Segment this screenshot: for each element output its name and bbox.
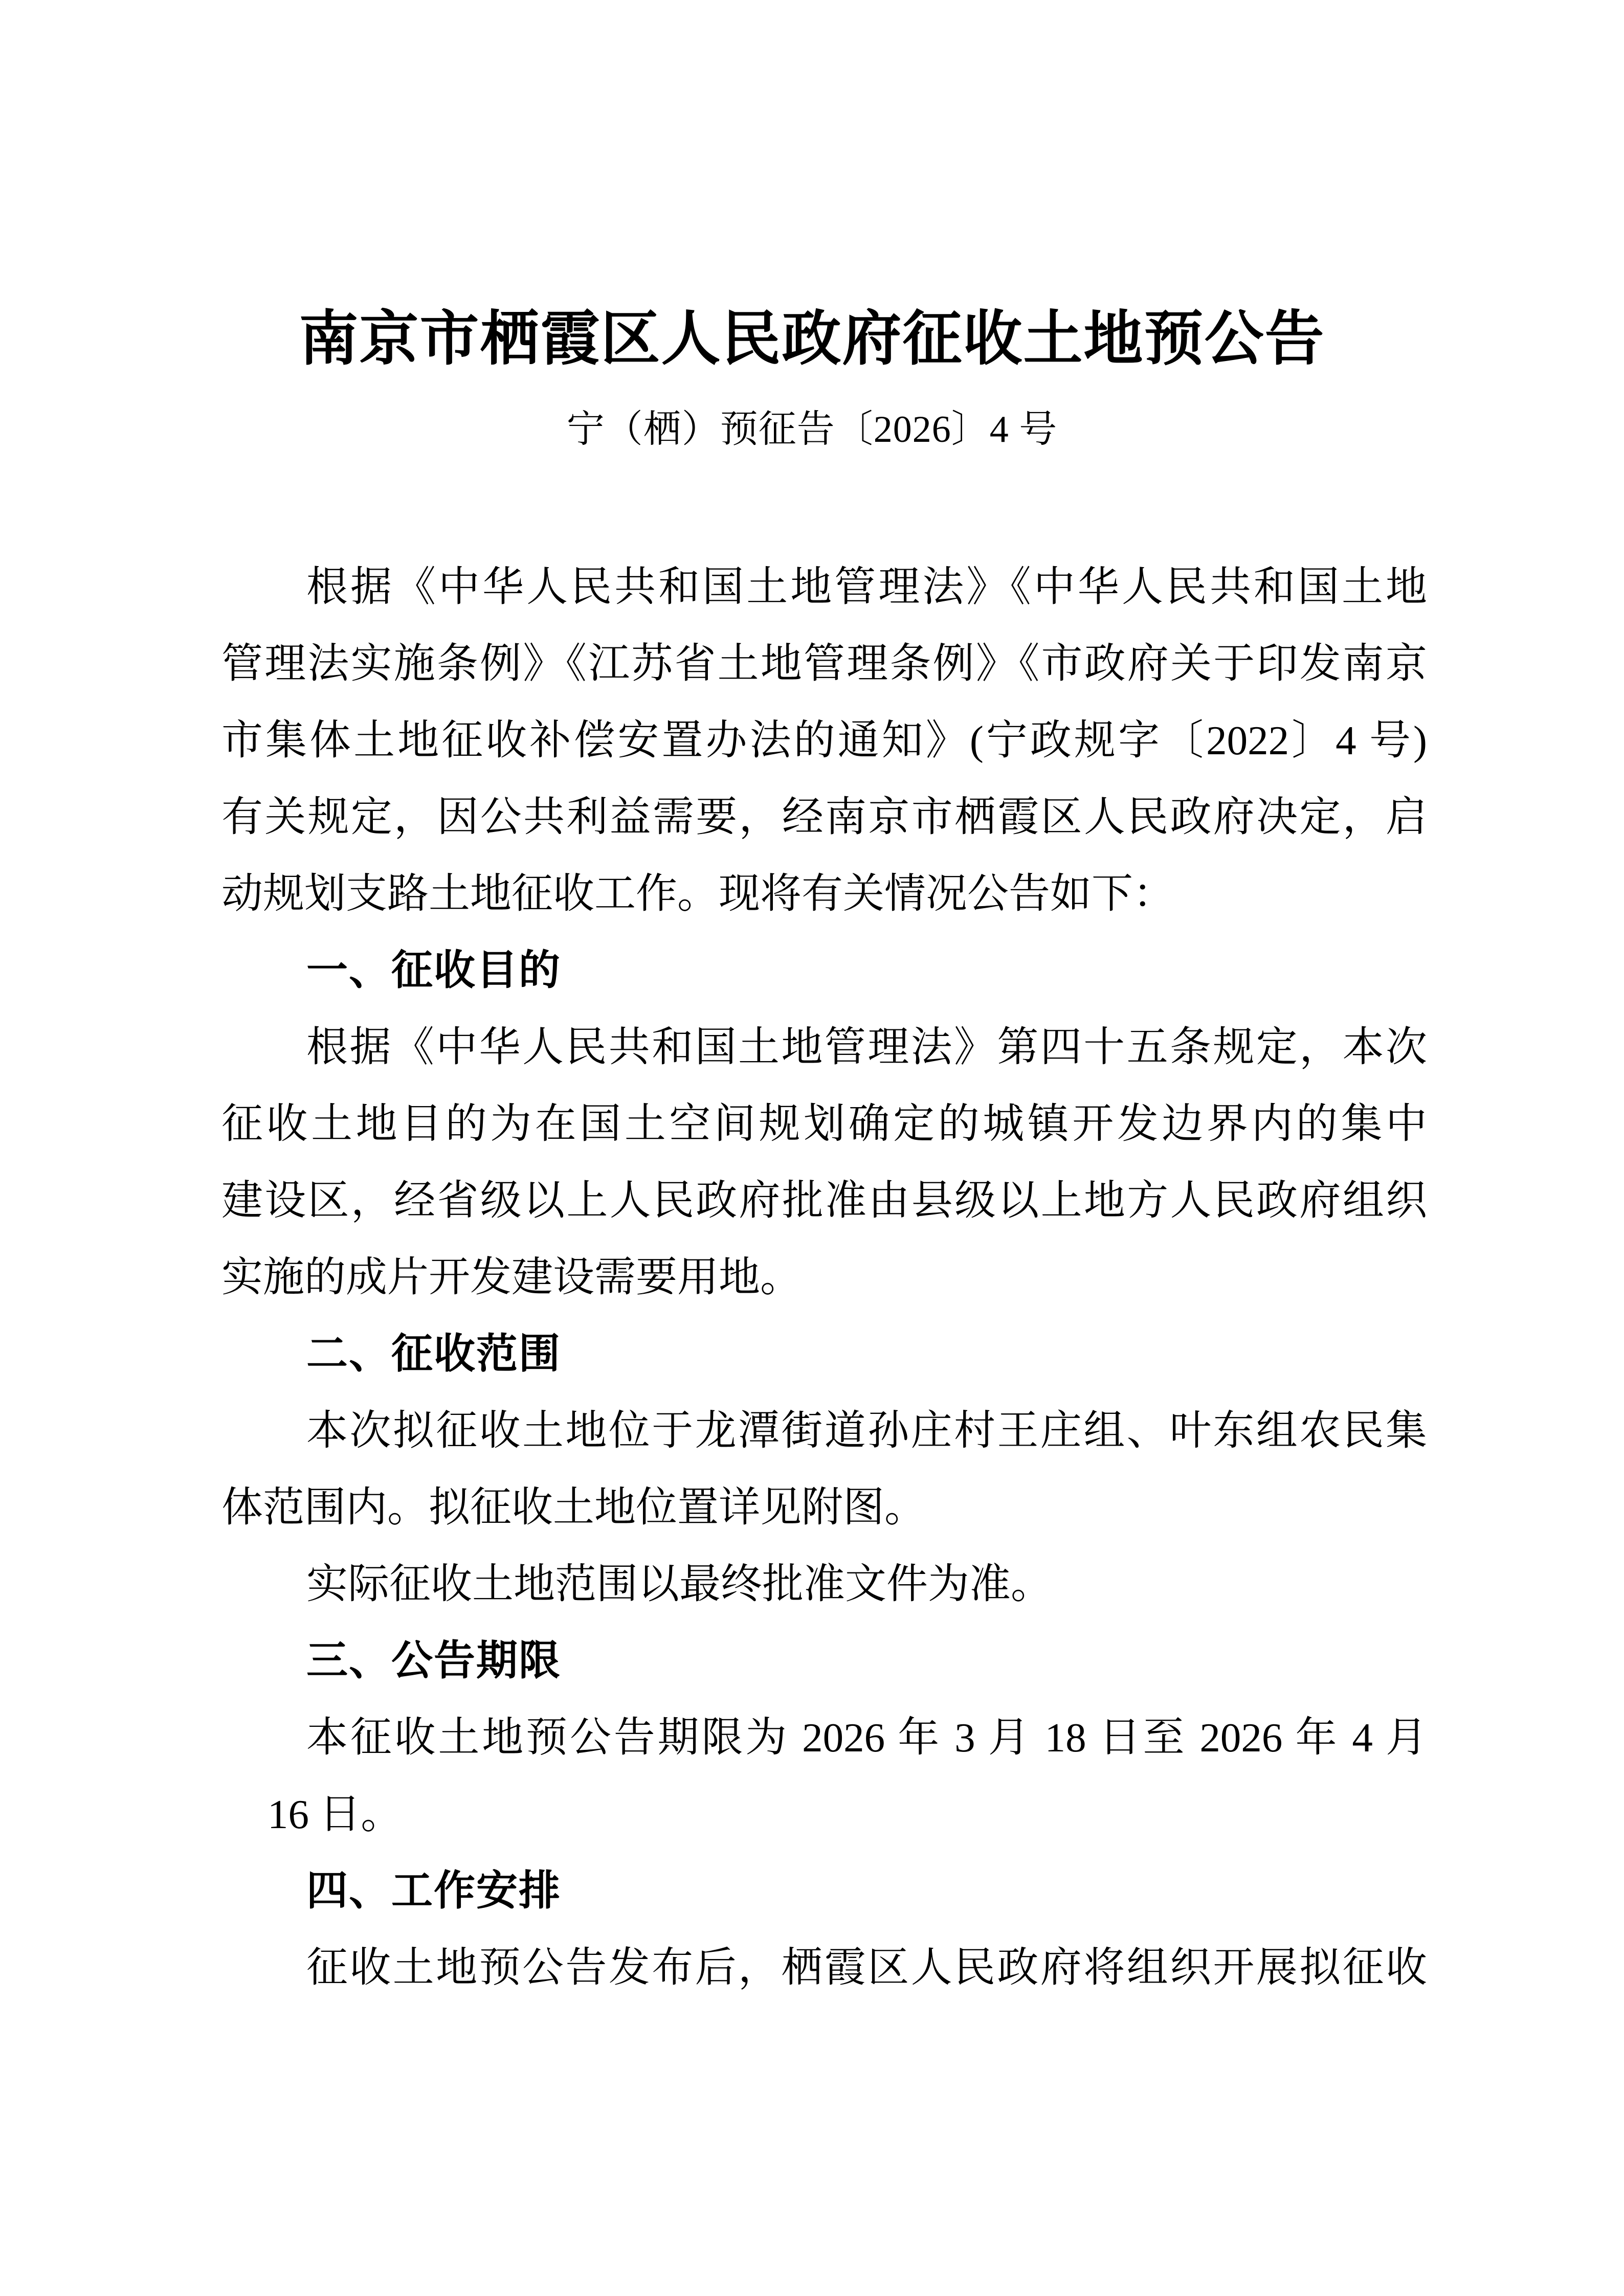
section-heading: 二、征收范围 — [306, 1331, 562, 1377]
section-heading: 四、工作安排 — [306, 1868, 562, 1914]
body-line: 本次拟征收土地位于龙潭街道孙庄村王庄组、叶东组农民集 — [306, 1408, 1427, 1454]
document-number: 宁（栖）预征告〔2026〕4 号 — [566, 409, 1058, 451]
body-line: 征收土地预公告发布后，栖霞区人民政府将组织开展拟征收 — [306, 1945, 1427, 1991]
body-line: 管理法实施条例》《江苏省土地管理条例》《市政府关于印发南京 — [221, 641, 1427, 687]
body-line: 市集体土地征收补偿安置办法的通知》(宁政规字〔2022〕4 号) — [221, 717, 1427, 763]
body-line: 16 日。 — [268, 1791, 403, 1837]
body-line: 根据《中华人民共和国土地管理法》第四十五条规定，本次 — [306, 1024, 1427, 1070]
body-line: 征收土地目的为在国土空间规划确定的城镇开发边界内的集中 — [221, 1101, 1427, 1147]
section-heading: 一、征收目的 — [306, 948, 562, 994]
section-heading: 三、公告期限 — [306, 1638, 562, 1684]
body-line: 实施的成片开发建设需要用地。 — [221, 1254, 802, 1300]
body-line: 动规划支路土地征收工作。现将有关情况公告如下： — [221, 871, 1175, 917]
document-body — [221, 549, 1427, 2006]
body-line: 有关规定，因公共利益需要，经南京市栖霞区人民政府决定，启 — [221, 794, 1427, 840]
body-line: 实际征收土地范围以最终批准文件为准。 — [306, 1561, 1053, 1607]
document-title: 南京市栖霞区人民政府征收土地预公告 — [299, 307, 1325, 372]
body-line: 建设区，经省级以上人民政府批准由县级以上地方人民政府组织 — [221, 1178, 1427, 1224]
body-line: 体范围内。拟征收土地位置详见附图。 — [221, 1484, 926, 1530]
body-line: 根据《中华人民共和国土地管理法》《中华人民共和国土地 — [306, 564, 1427, 610]
body-line: 本征收土地预公告期限为 2026 年 3 月 18 日至 2026 年 4 月 — [306, 1715, 1427, 1761]
